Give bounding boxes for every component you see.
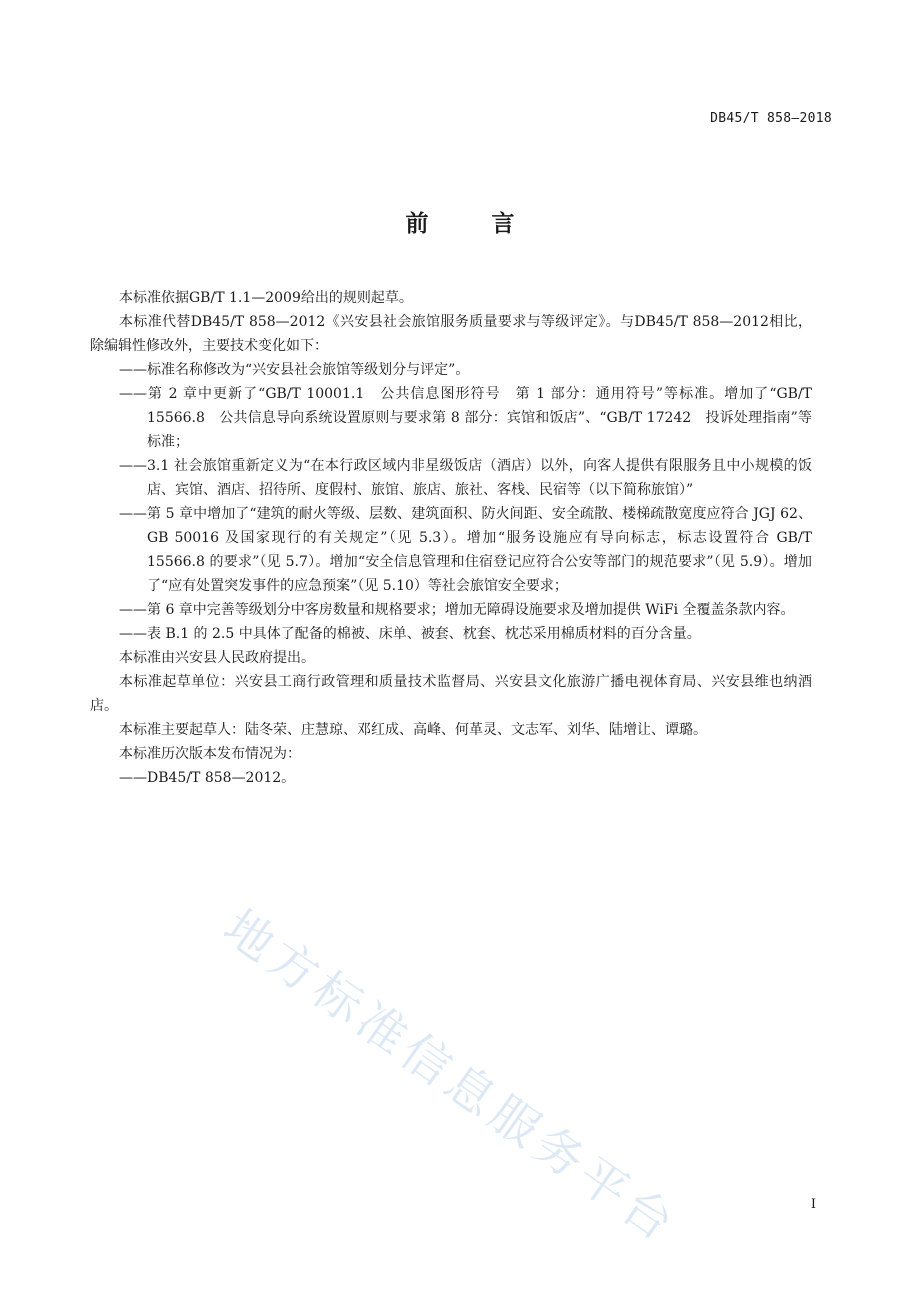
paragraph-drafters: 本标准主要起草人：陆冬荣、庄慧琼、邓红成、高峰、何革灵、文志军、刘华、陆增让、谭璐。 — [119, 722, 707, 738]
page-number: I — [810, 1197, 816, 1212]
paragraph-proposer: 本标准由兴安县人民政府提出。 — [119, 650, 315, 666]
standard-number: DB45/T 858—2018 — [710, 111, 832, 126]
list-item: ——第 5 章中增加了“建筑的耐火等级、层数、建筑面积、防火间距、安全疏散、楼梯疏散宽度应符合 JGJ 62、GB 50016 及国家现行的有关规定”（见 5.3）。增加“服务设施应有导向标志，标志设置符合 GB/T 15566.8 的要求”（见 5.7）。增加“安全信息管理和住宿登记应符合公安等部门的规范要求”（见 5.9）。增加了“应有处置突发事件的应急预案”（见 5.10）等社会旅馆安全要求； — [119, 506, 812, 594]
list-item: ——第 2 章中更新了“GB/T 10001.1 公共信息图形符号 第 1 部分：通用符号”等标准。增加了“GB/T 15566.8 公共信息导向系统设置原则与要求第 8 部分：宾馆和饭店”、“GB/T 17242 投诉处理指南”等标准； — [119, 386, 812, 450]
paragraph-replaces: 本标准代替DB45/T 858—2012《兴安县社会旅馆服务质量要求与等级评定》。与DB45/T 858—2012相比，除编辑性修改外，主要技术变化如下： — [90, 314, 812, 354]
watermark: 地方标准信息服务平台 — [213, 899, 688, 1255]
paragraph-history: 本标准历次版本发布情况为： — [119, 746, 301, 762]
list-item: ——标准名称修改为“兴安县社会旅馆等级划分与评定”。 — [119, 362, 470, 378]
list-item: ——第 6 章中完善等级划分中客房数量和规格要求；增加无障碍设施要求及增加提供 WiFi 全覆盖条款内容。 — [119, 602, 795, 618]
page-title: 前 言 — [405, 211, 535, 237]
paragraph-drafting-units: 本标准起草单位：兴安县工商行政管理和质量技术监督局、兴安县文化旅游广播电视体育局、兴安县维也纳酒店。 — [90, 674, 812, 714]
list-item: ——DB45/T 858—2012。 — [119, 770, 296, 786]
list-item: ——3.1 社会旅馆重新定义为“在本行政区域内非星级饭店（酒店）以外，向客人提供有限服务且中小规模的饭店、宾馆、酒店、招待所、度假村、旅馆、旅店、旅社、客栈、民宿等（以下简称旅馆）” — [119, 458, 812, 498]
foreword-body — [90, 286, 812, 790]
list-item: ——表 B.1 的 2.5 中具体了配备的棉被、床单、被套、枕套、枕芯采用棉质材料的百分含量。 — [119, 626, 701, 642]
paragraph-basis: 本标准依据GB/T 1.1—2009给出的规则起草。 — [119, 290, 413, 306]
